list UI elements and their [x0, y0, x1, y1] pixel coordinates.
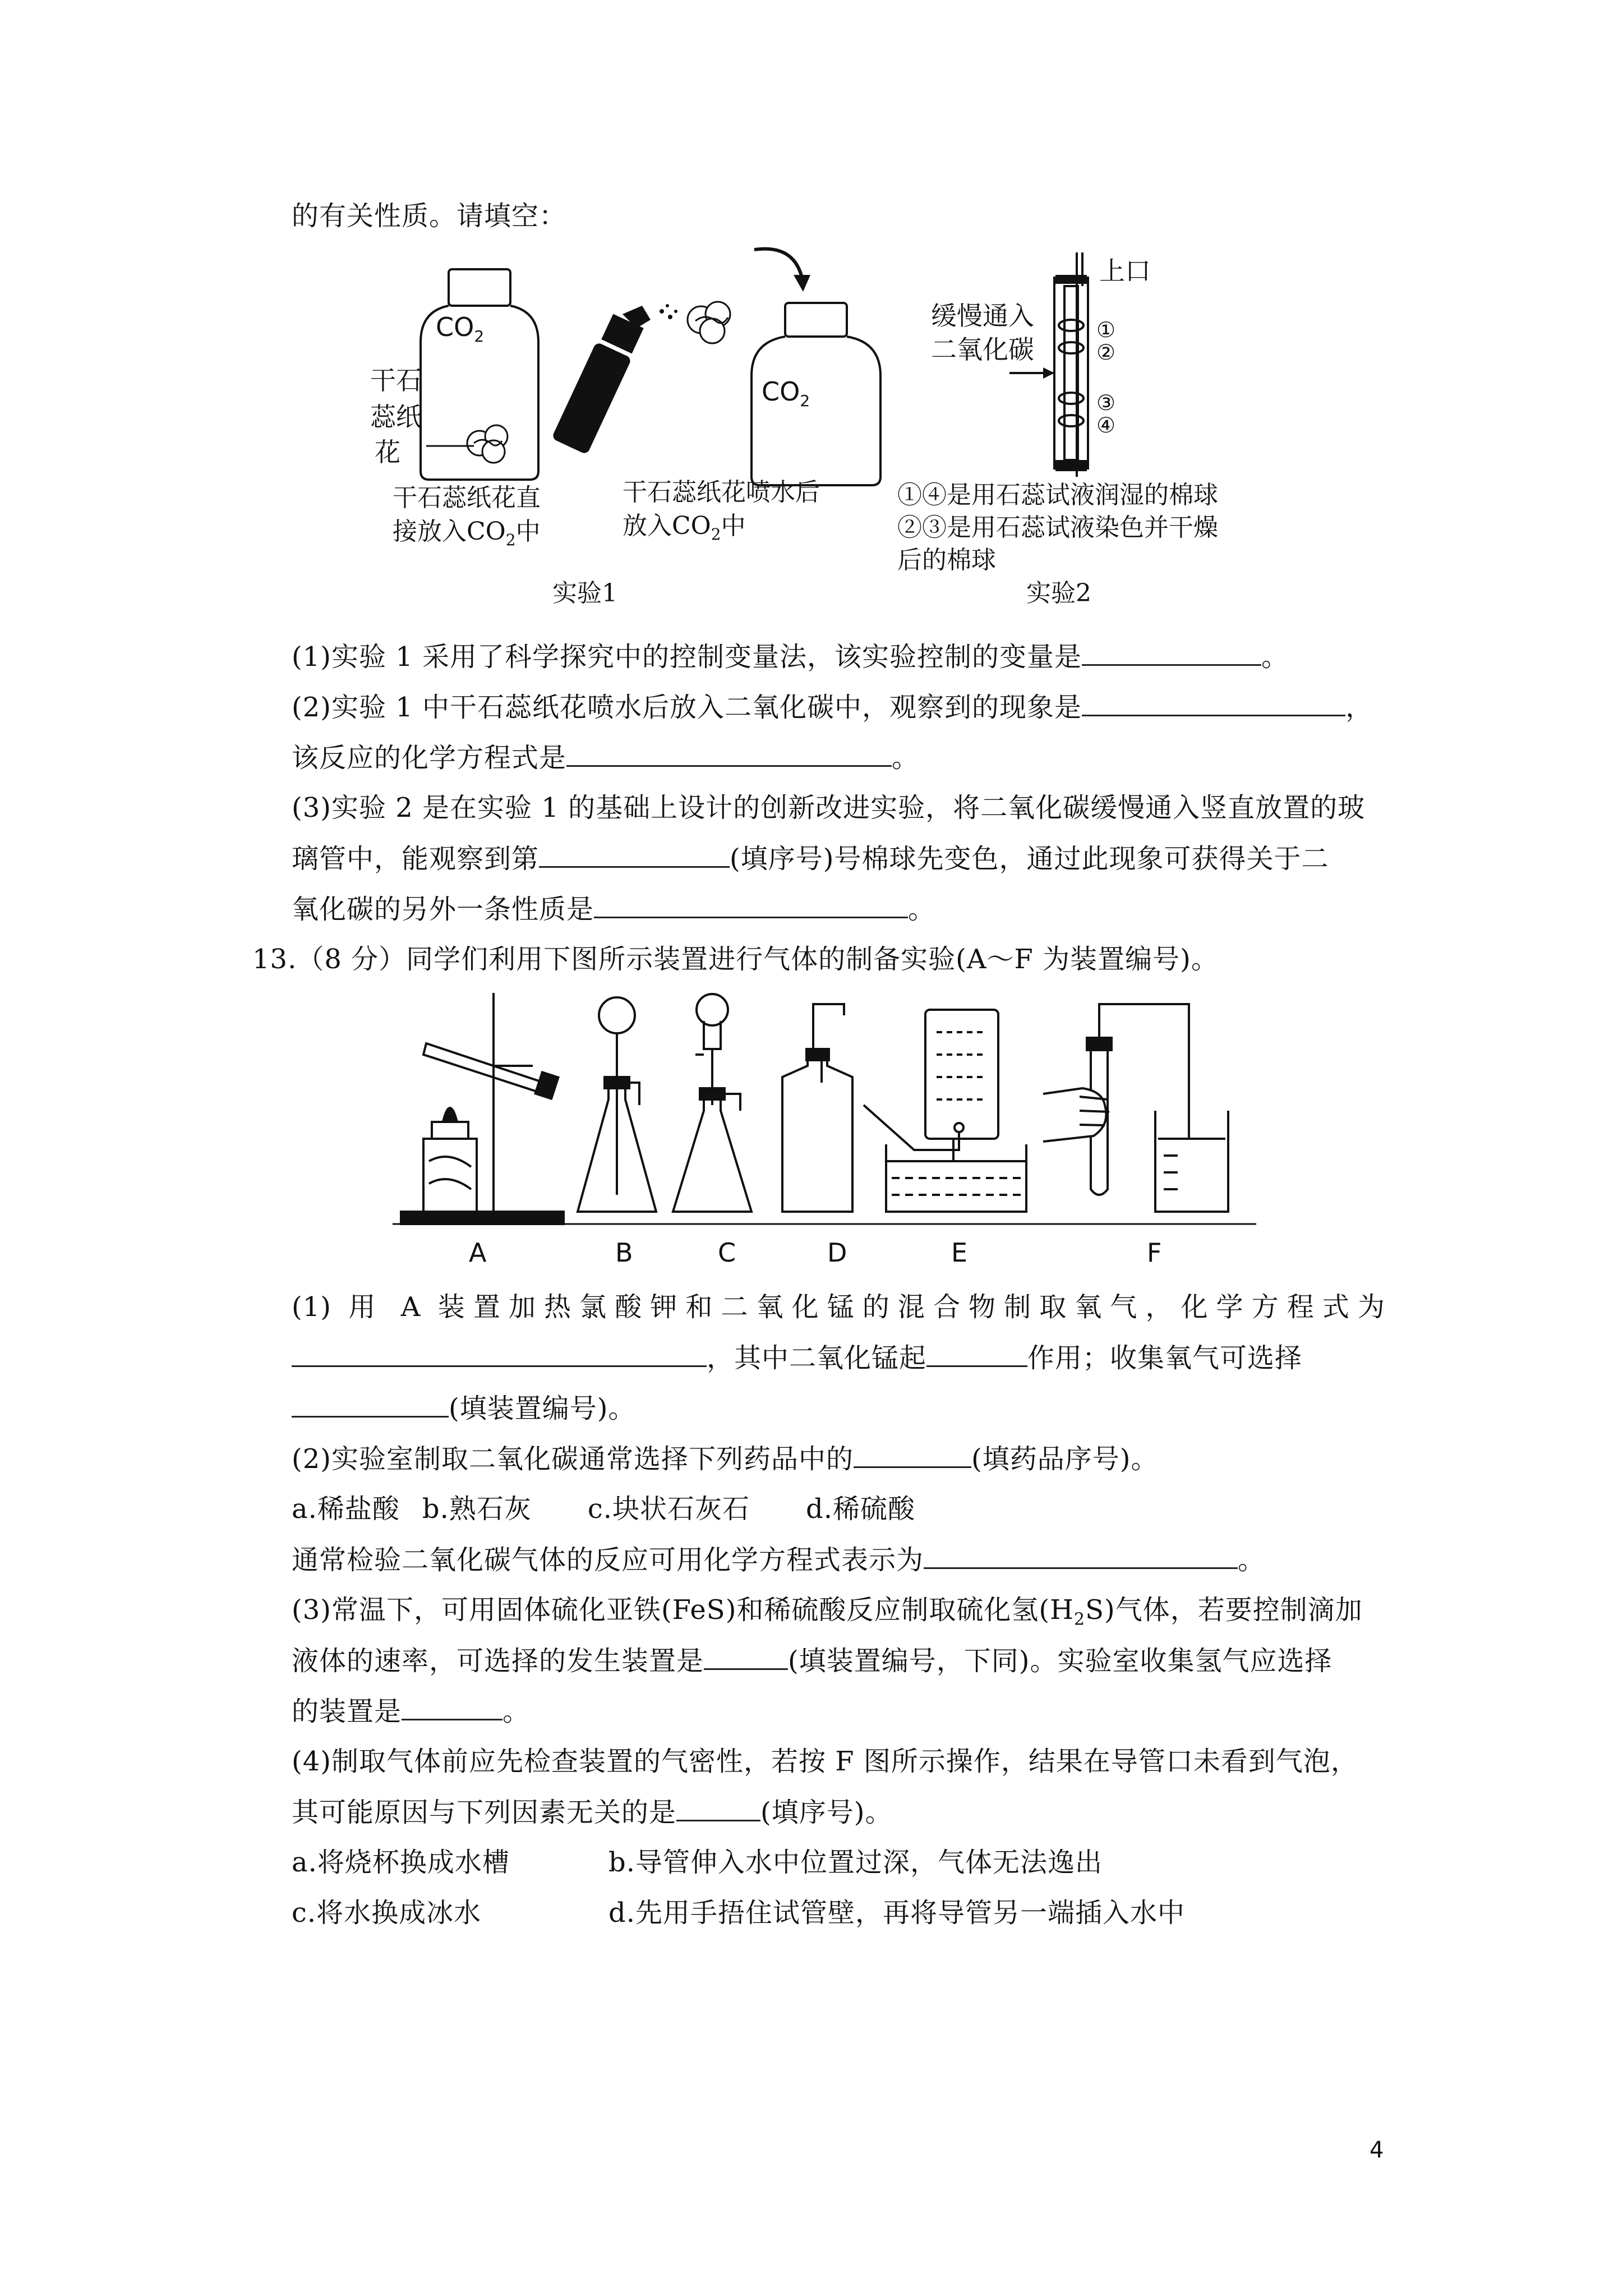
apparatus-c	[673, 994, 751, 1212]
q13-part-3-line-2: 液体的速率，可选择的发生装置是 (填装置编号，下同)。实验室收集氢气应选择	[292, 1644, 1332, 1678]
answer-blank[interactable]	[402, 1694, 502, 1720]
q12-intro: 的有关性质。请填空：	[292, 200, 567, 232]
exp2-title: 实验2	[1026, 579, 1091, 608]
q13-part-1-line-3: (填装置编号)。	[292, 1391, 635, 1425]
q12-part-2-line-2: 该反应的化学方程式是 。	[292, 740, 919, 775]
q13-part-2-options	[292, 1492, 915, 1526]
apparatus-f	[1043, 1004, 1228, 1212]
apparatus-b	[578, 997, 656, 1212]
curved-arrow-icon	[754, 249, 802, 278]
q12-part-1: (1)实验 1 采用了科学探究中的控制变量法，该实验控制的变量是 。	[292, 639, 1289, 674]
exp2-gas-label-2: 二氧化碳	[931, 334, 1034, 365]
q13-part-3-line-1: (3)常温下，可用固体硫化亚铁(FeS)和稀硫酸反应制取硫化氢$(H_2S)$气体，若要控制滴加	[292, 1594, 1363, 1630]
label-b: B	[615, 1237, 633, 1268]
q13-part-1-line-2: ，其中二氧化锰起 作用；收集氧气可选择	[292, 1341, 1302, 1375]
exp2-gas-label-1: 缓慢通入	[931, 301, 1034, 331]
q12-part-3-line-2: 璃管中，能观察到第 (填序号)号棉球先变色，通过此现象可获得关于二	[292, 841, 1329, 876]
flower-label-2: 蕊纸	[370, 402, 422, 432]
q13-part-4-line-2: 其可能原因与下列因素无关的是 (填序号)。	[292, 1795, 892, 1829]
label-a: A	[469, 1237, 487, 1268]
q13-part-3-line-3: 的装置是 。	[292, 1694, 530, 1728]
cotton-ball-2-label: ②	[1096, 340, 1116, 365]
option-b: b.熟石灰	[422, 1493, 532, 1525]
q13-stem: 13.（8 分）同学们利用下图所示装置进行气体的制备实验(A～F 为装置编号)。	[252, 944, 1219, 975]
q12-part-3-line-3: 氧化碳的另外一条性质是 。	[292, 892, 935, 926]
answer-blank[interactable]	[926, 1341, 1027, 1367]
exp1-caption-b-2: 放入$CO_2$中	[623, 512, 746, 544]
answer-blank[interactable]	[292, 1391, 449, 1418]
experiment-2-figure	[1043, 252, 1155, 488]
q12-part-2-line-1: (2)实验 1 中干石蕊纸花喷水后放入二氧化碳中，观察到的现象是 ，	[292, 690, 1373, 724]
label-d: D	[827, 1237, 847, 1268]
litmus-flower-2	[688, 302, 730, 343]
answer-blank[interactable]	[594, 892, 908, 918]
q13-part-2-line-1: (2)实验室制取二氧化碳通常选择下列药品中的 (填药品序号)。	[292, 1442, 1158, 1476]
spray-bottle	[551, 304, 677, 455]
flower-label-1: 干石	[370, 365, 422, 395]
apparatus-d	[782, 1004, 852, 1212]
answer-blank[interactable]	[292, 1341, 707, 1367]
exp2-top-label: 上口	[1099, 256, 1151, 286]
bottle-2-label: $CO_2$	[762, 376, 810, 411]
cotton-ball-4-label: ④	[1096, 413, 1116, 438]
cotton-ball-3-label: ③	[1096, 390, 1116, 415]
answer-blank[interactable]	[854, 1442, 971, 1468]
answer-blank[interactable]	[1082, 690, 1345, 716]
q13-part-4-line-1: (4)制取气体前应先检查装置的气密性，若按 F 图所示操作，结果在导管口未看到气泡，	[292, 1746, 1358, 1777]
q13-part-2-line-2: 通常检验二氧化碳气体的反应可用化学方程式表示为 。	[292, 1543, 1265, 1577]
q13-part-4-option-c: c.将水换成冰水	[292, 1897, 482, 1929]
apparatus-a	[401, 993, 564, 1224]
label-c: C	[718, 1237, 736, 1268]
q13-part-1-line-1: (1) 用 A 装置加热氯酸钾和二氧化锰的混合物制取氧气，化学方程式为	[292, 1291, 1385, 1323]
q13-part-4-option-b: b.导管伸入水中位置过深，气体无法逸出	[608, 1847, 1103, 1878]
answer-blank[interactable]	[539, 841, 730, 868]
label-f: F	[1147, 1237, 1162, 1268]
exp1-caption-b-1: 干石蕊纸花喷水后	[623, 478, 820, 507]
exp1-caption-a-1: 干石蕊纸花直	[393, 484, 541, 512]
answer-blank[interactable]	[1082, 639, 1261, 666]
label-e: E	[951, 1237, 968, 1268]
apparatus-e	[864, 1010, 1026, 1212]
bottle-1-label: $CO_2$	[436, 312, 485, 346]
exp1-title: 实验1	[552, 579, 617, 608]
answer-blank[interactable]	[704, 1644, 788, 1670]
answer-blank[interactable]	[566, 740, 892, 767]
option-c: c.块状石灰石	[587, 1493, 750, 1525]
exp2-note-2: ②③是用石蕊试液染色并干燥	[897, 513, 1218, 542]
q13-part-4-option-d: d.先用手捂住试管壁，再将导管另一端插入水中	[608, 1897, 1185, 1929]
exp2-note-1: ①④是用石蕊试液润湿的棉球	[897, 481, 1218, 509]
apparatus-figure	[393, 993, 1279, 1234]
q13-part-4-option-a: a.将烧杯换成水槽	[292, 1847, 510, 1878]
exp1-caption-a-2: 接放入$CO_2$中	[393, 517, 541, 549]
page-number: 4	[1370, 2137, 1384, 2163]
option-d: d.稀硫酸	[806, 1493, 916, 1525]
option-a: a.稀盐酸	[292, 1493, 400, 1525]
cotton-ball-1-label: ①	[1096, 318, 1116, 342]
litmus-flower-1	[467, 425, 508, 463]
answer-blank[interactable]	[924, 1543, 1238, 1569]
answer-blank[interactable]	[676, 1795, 760, 1821]
flower-label-3: 花	[375, 437, 400, 467]
exp2-note-3: 后的棉球	[897, 546, 996, 574]
q12-part-3-line-1: (3)实验 2 是在实验 1 的基础上设计的创新改进实验，将二氧化碳缓慢通入竖直放置的玻	[292, 792, 1366, 823]
